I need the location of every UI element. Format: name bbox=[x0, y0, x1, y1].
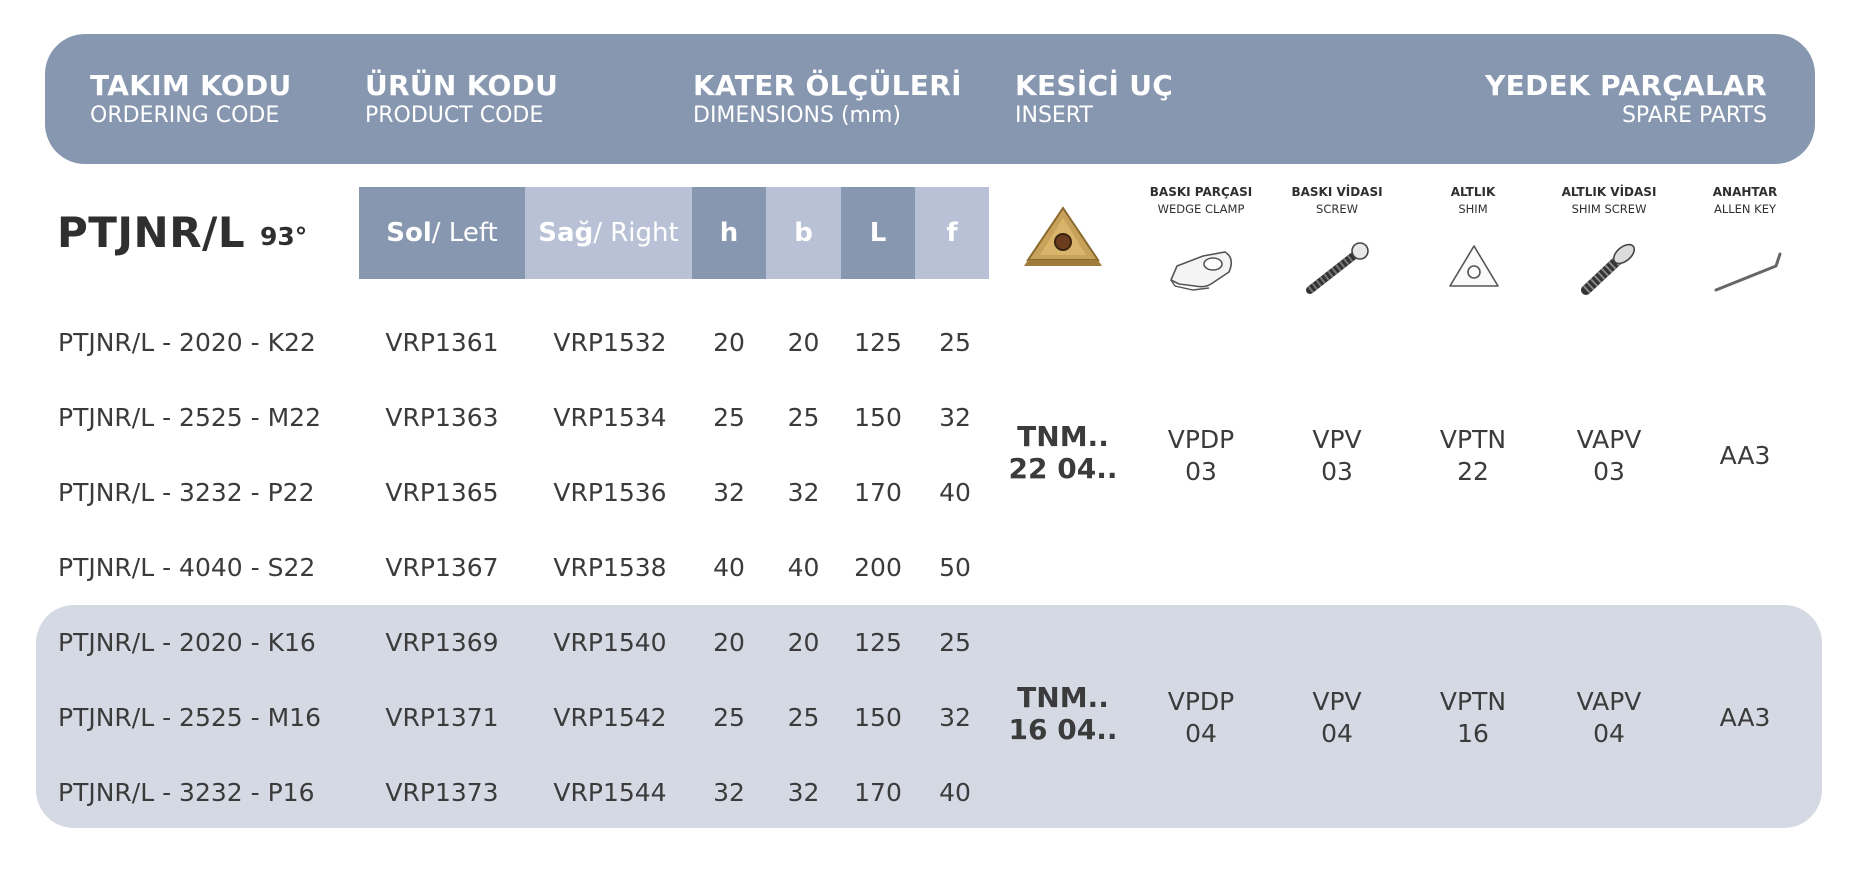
ordering-code-tr: TAKIM KODU bbox=[90, 69, 292, 102]
right-code-cell: VRP1540 bbox=[553, 628, 667, 657]
shim-screw-code-16 bbox=[1534, 686, 1684, 750]
ordering-code-cell: PTJNR/L - 2525 - M16 bbox=[58, 703, 321, 732]
left-code-cell: VRP1373 bbox=[385, 778, 499, 807]
shim-screw-code-line2: 04 bbox=[1593, 719, 1625, 748]
right-code-cell: VRP1534 bbox=[553, 403, 667, 432]
wedge-clamp-tr: BASKI PARÇASI bbox=[1149, 185, 1253, 199]
insert-code-16 bbox=[993, 682, 1133, 746]
right-code-cell: VRP1542 bbox=[553, 703, 667, 732]
h-cell: 20 bbox=[713, 328, 745, 357]
dimensions-tr: KATER ÖLÇÜLERİ bbox=[693, 69, 962, 102]
L-cell: 150 bbox=[854, 703, 902, 732]
b-cell: 32 bbox=[787, 778, 820, 807]
left-code-cell: VRP1363 bbox=[385, 403, 499, 432]
wedge-clamp-code-22 bbox=[1126, 424, 1276, 488]
shim-tr: ALTLIK bbox=[1450, 185, 1496, 199]
shim-en: SHIM bbox=[1458, 202, 1488, 216]
left-code-cell: VRP1371 bbox=[385, 703, 499, 732]
ordering-code-cell: PTJNR/L - 3232 - P16 bbox=[58, 778, 315, 807]
shim-screw-code-line1: VAPV bbox=[1576, 425, 1642, 454]
allen-key-code-16: AA3 bbox=[1719, 703, 1771, 732]
wedge-clamp-code-line2: 04 bbox=[1185, 719, 1217, 748]
wedge-clamp-code-line2: 03 bbox=[1185, 457, 1217, 486]
insert-en: INSERT bbox=[1015, 103, 1093, 128]
b-cell: 32 bbox=[787, 478, 820, 507]
h-cell: 20 bbox=[713, 628, 745, 657]
f-cell: 32 bbox=[939, 403, 971, 432]
screw-code-16 bbox=[1262, 686, 1412, 750]
L-cell: 170 bbox=[854, 478, 902, 507]
b-cell: 20 bbox=[787, 628, 820, 657]
right-code-cell: VRP1536 bbox=[553, 478, 667, 507]
tool-angle: 93° bbox=[260, 222, 308, 251]
shim-screw-code-line2: 03 bbox=[1593, 457, 1625, 486]
column-b-label: b bbox=[794, 218, 813, 248]
left-code-cell: VRP1369 bbox=[385, 628, 499, 657]
column-left-tr: Sol bbox=[386, 218, 432, 248]
column-left-en: / Left bbox=[431, 218, 498, 248]
allen-key-tr: ANAHTAR bbox=[1712, 185, 1778, 199]
spare-parts-en: SPARE PARTS bbox=[1621, 103, 1767, 128]
L-cell: 125 bbox=[854, 628, 902, 657]
allen-key-en: ALLEN KEY bbox=[1713, 202, 1777, 216]
column-h-label: h bbox=[719, 218, 739, 248]
insert-code-line1: TNM.. bbox=[1017, 681, 1109, 714]
insert-code-line1: TNM.. bbox=[1017, 420, 1109, 453]
column-L-label: L bbox=[869, 218, 887, 248]
column-f-label: f bbox=[946, 218, 958, 248]
screw-code-line2: 04 bbox=[1321, 719, 1353, 748]
shim-screw-code-22 bbox=[1534, 424, 1684, 488]
b-cell: 20 bbox=[787, 328, 820, 357]
h-cell: 25 bbox=[713, 403, 745, 432]
insert-code-line2: 16 04.. bbox=[1008, 713, 1118, 746]
f-cell: 25 bbox=[939, 328, 971, 357]
ordering-code-cell: PTJNR/L - 3232 - P22 bbox=[58, 478, 315, 507]
h-cell: 32 bbox=[713, 778, 745, 807]
f-cell: 25 bbox=[939, 628, 971, 657]
shim-screw-code-line1: VAPV bbox=[1576, 687, 1642, 716]
column-right-en: / Right bbox=[593, 218, 679, 248]
right-code-cell: VRP1544 bbox=[553, 778, 667, 807]
left-code-cell: VRP1367 bbox=[385, 553, 499, 582]
product-code-tr: ÜRÜN KODU bbox=[365, 69, 559, 102]
insert-code-line2: 22 04.. bbox=[1008, 452, 1118, 485]
shim-screw-en: SHIM SCREW bbox=[1571, 202, 1647, 216]
f-cell: 32 bbox=[939, 703, 971, 732]
screw-code-line1: VPV bbox=[1312, 425, 1362, 454]
shim-code-line2: 16 bbox=[1457, 719, 1489, 748]
column-right-tr: Sağ bbox=[538, 218, 594, 248]
spare-parts-tr: YEDEK PARÇALAR bbox=[1485, 69, 1767, 102]
b-cell: 25 bbox=[787, 703, 820, 732]
ordering-code-en: ORDERING CODE bbox=[90, 103, 280, 128]
allen-key-code-22: AA3 bbox=[1719, 441, 1771, 470]
L-cell: 150 bbox=[854, 403, 902, 432]
left-code-cell: VRP1361 bbox=[385, 328, 499, 357]
b-cell: 25 bbox=[787, 403, 820, 432]
shim-screw-tr: ALTLIK VİDASI bbox=[1561, 185, 1657, 199]
wedge-clamp-code-line1: VPDP bbox=[1167, 687, 1235, 716]
tool-title: PTJNR/L bbox=[57, 208, 246, 257]
ordering-code-cell: PTJNR/L - 2020 - K22 bbox=[58, 328, 316, 357]
shim-code-22 bbox=[1398, 424, 1548, 488]
insert-tr: KESİCİ UÇ bbox=[1015, 69, 1174, 102]
screw-en: SCREW bbox=[1316, 202, 1358, 216]
left-code-cell: VRP1365 bbox=[385, 478, 499, 507]
screw-code-line2: 03 bbox=[1321, 457, 1353, 486]
shim-code-line2: 22 bbox=[1457, 457, 1489, 486]
ordering-code-cell: PTJNR/L - 2525 - M22 bbox=[58, 403, 321, 432]
h-cell: 25 bbox=[713, 703, 745, 732]
insert-code-22 bbox=[993, 421, 1133, 485]
dimensions-en: DIMENSIONS (mm) bbox=[693, 103, 901, 128]
screw-code-line1: VPV bbox=[1312, 687, 1362, 716]
ordering-code-cell: PTJNR/L - 4040 - S22 bbox=[58, 553, 316, 582]
screw-code-22 bbox=[1262, 424, 1412, 488]
right-code-cell: VRP1538 bbox=[553, 553, 667, 582]
L-cell: 200 bbox=[854, 553, 902, 582]
right-code-cell: VRP1532 bbox=[553, 328, 667, 357]
wedge-clamp-code-16 bbox=[1126, 686, 1276, 750]
L-cell: 170 bbox=[854, 778, 902, 807]
h-cell: 40 bbox=[713, 553, 745, 582]
shim-code-line1: VPTN bbox=[1439, 687, 1507, 716]
f-cell: 40 bbox=[939, 778, 971, 807]
wedge-clamp-code-line1: VPDP bbox=[1167, 425, 1235, 454]
screw-tr: BASKI VİDASI bbox=[1291, 185, 1383, 199]
b-cell: 40 bbox=[787, 553, 820, 582]
L-cell: 125 bbox=[854, 328, 902, 357]
ordering-code-cell: PTJNR/L - 2020 - K16 bbox=[58, 628, 316, 657]
h-cell: 32 bbox=[713, 478, 745, 507]
product-code-en: PRODUCT CODE bbox=[365, 103, 544, 128]
f-cell: 50 bbox=[939, 553, 971, 582]
shim-code-16 bbox=[1398, 686, 1548, 750]
wedge-clamp-en: WEDGE CLAMP bbox=[1157, 202, 1245, 216]
shim-code-line1: VPTN bbox=[1439, 425, 1507, 454]
f-cell: 40 bbox=[939, 478, 971, 507]
